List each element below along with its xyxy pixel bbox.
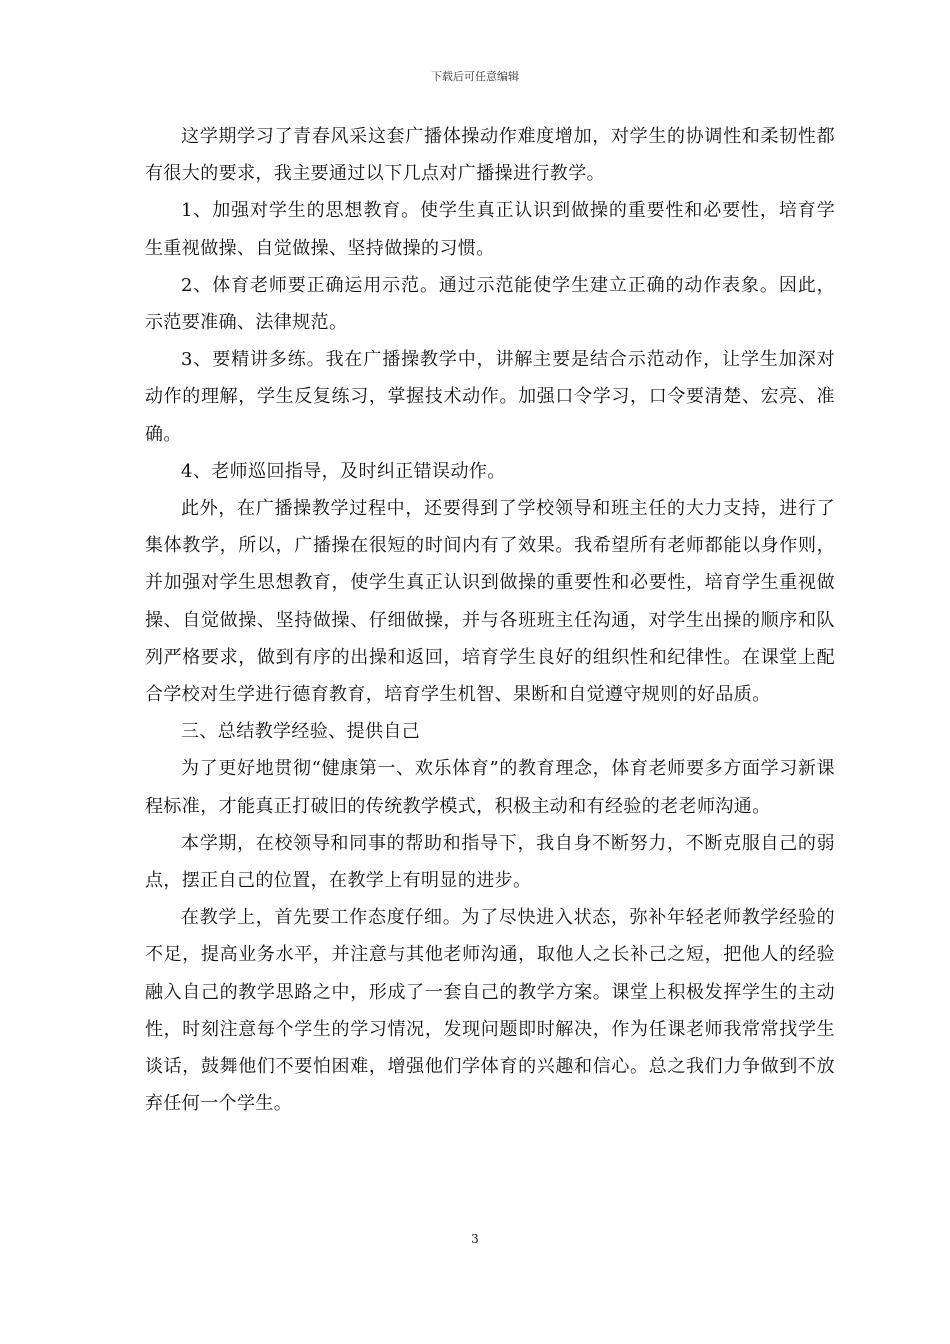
paragraph: 在教学上，首先要工作态度仔细。为了尽快进入状态，弥补年轻老师教学经验的不足，提高业务水平，并注意与其他老师沟通，取他人之长补己之短，把他人的经验融入自己的教学思路之中，形成了一套自己的教学方案。课堂上积极发挥学生的主动性，时刻注意每个学生的学习情况，发现问题即时解决，作为任课老师我常常找学生谈话，鼓舞他们不要怕困难，增强他们学体育的兴趣和信心。总之我们力争做到不放弃任何一个学生。 — [145, 907, 835, 1115]
page-header: 下载后可任意编辑 — [431, 70, 519, 83]
paragraph: 4、老师巡回指导，及时纠正错误动作。 — [181, 460, 506, 482]
section-heading: 三、总结教学经验、提供自己 — [181, 721, 421, 743]
paragraph: 此外，在广播操教学过程中，还要得到了学校领导和班主任的大力支持，进行了集体教学，所以，广播操在很短的时间内有了效果。我希望所有老师都能以身作则，并加强对学生思想教育，使学生真正认识到做操的重要性和必要性，培育学生重视做操、自觉做操、坚持做操、仔细做操，并与各班班主任沟通，对学生出操的顺序和队列严格要求，做到有序的出操和返回，培育学生良好的组织性和纪律性。在课堂上配合学校对生学进行德育教育，培育学生机智、果断和自觉遵守规则的好品质。 — [145, 498, 835, 706]
page-number: 3 — [471, 1232, 479, 1246]
paragraph: 3、要精讲多练。我在广播操教学中，讲解主要是结合示范动作，让学生加深对动作的理解，学生反复练习，掌握技术动作。加强口令学习，口令要清楚、宏亮、准确。 — [145, 349, 835, 445]
paragraph: 这学期学习了青春风采这套广播体操动作难度增加，对学生的协调性和柔韧性都有很大的要求，我主要通过以下几点对广播操进行教学。 — [145, 126, 835, 185]
paragraph: 2、体育老师要正确运用示范。通过示范能使学生建立正确的动作表象。因此，示范要准确、法律规范。 — [145, 274, 835, 334]
paragraph: 1、加强对学生的思想教育。使学生真正认识到做操的重要性和必要性，培育学生重视做操、自觉做操、坚持做操的习惯。 — [145, 200, 835, 259]
paragraph: 为了更好地贯彻“健康第一、欢乐体育”的教育理念，体育老师要多方面学习新课程标准，才能真正打破旧的传统教学模式，积极主动和有经验的老老师沟通。 — [145, 758, 835, 817]
document-body — [145, 118, 835, 1122]
paragraph: 本学期，在校领导和同事的帮助和指导下，我自身不断努力，不断克服自己的弱点，摆正自己的位置，在教学上有明显的进步。 — [145, 832, 835, 892]
